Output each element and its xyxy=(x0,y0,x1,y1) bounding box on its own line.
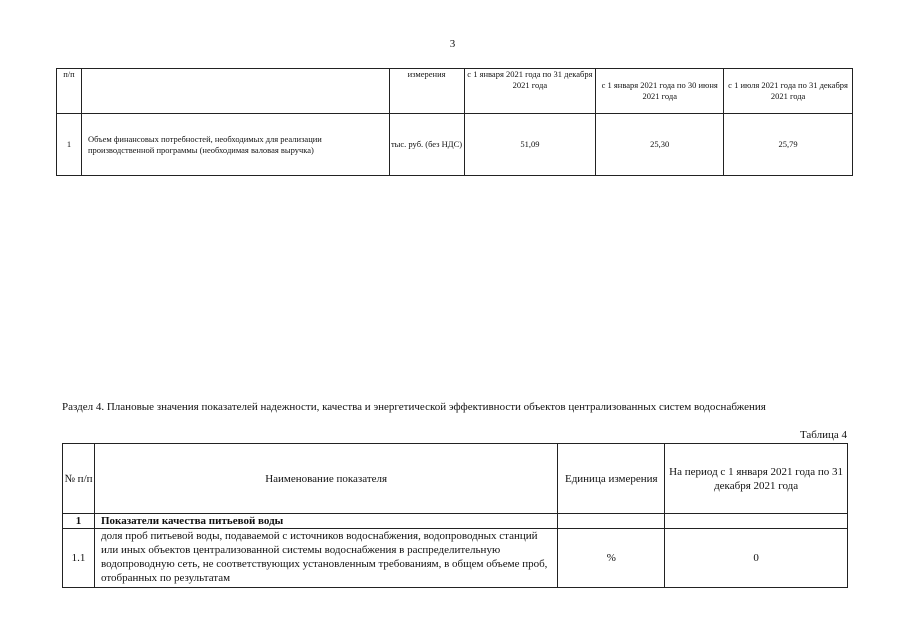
row-value-h2: 25,79 xyxy=(724,114,853,176)
header-num: п/п xyxy=(57,69,82,114)
table-header-row xyxy=(63,444,848,514)
header-num: № п/п xyxy=(63,444,95,514)
header-period-h1: с 1 января 2021 года по 30 июня 2021 года xyxy=(596,69,724,114)
row-value-year: 51,09 xyxy=(464,114,596,176)
table-row xyxy=(63,514,848,529)
row-num: 1 xyxy=(57,114,82,176)
row-num: 1 xyxy=(63,514,95,529)
row-name: доля проб питьевой воды, подаваемой с источников водоснабжения, водопроводных станций или иных объектов централизованной системы водоснабжения в распределительную водопроводную сеть, не соответствующих установленным требованиям, в общем объеме проб, отобранных по результатам xyxy=(94,529,557,588)
table-header-row xyxy=(57,69,853,114)
header-period-h2: с 1 июля 2021 года по 31 декабря 2021 года xyxy=(724,69,853,114)
row-value xyxy=(665,514,848,529)
financial-needs-table xyxy=(56,68,853,176)
row-name: Показатели качества питьевой воды xyxy=(94,514,557,529)
row-num: 1.1 xyxy=(63,529,95,588)
row-value: 0 xyxy=(665,529,848,588)
page-number: 3 xyxy=(449,38,456,50)
section-title: Раздел 4. Плановые значения показателей надежности, качества и энергетической эффективности объектов централизованных систем водоснабжения xyxy=(62,401,766,413)
header-unit: измерения xyxy=(389,69,464,114)
header-name xyxy=(81,69,389,114)
row-unit: тыс. руб. (без НДС) xyxy=(389,114,464,176)
row-unit: % xyxy=(558,529,665,588)
table-row xyxy=(63,529,848,588)
indicators-table xyxy=(62,443,848,588)
header-name: Наименование показателя xyxy=(94,444,557,514)
table-row xyxy=(57,114,853,176)
row-unit xyxy=(558,514,665,529)
header-unit: Единица измерения xyxy=(558,444,665,514)
header-period-year: с 1 января 2021 года по 31 декабря 2021 года xyxy=(464,69,596,114)
row-value-h1: 25,30 xyxy=(596,114,724,176)
header-period: На период с 1 января 2021 года по 31 декабря 2021 года xyxy=(665,444,848,514)
table-label: Таблица 4 xyxy=(799,429,847,441)
row-name: Объем финансовых потребностей, необходимых для реализации производственной программы (необходимая валовая выручка) xyxy=(81,114,389,176)
